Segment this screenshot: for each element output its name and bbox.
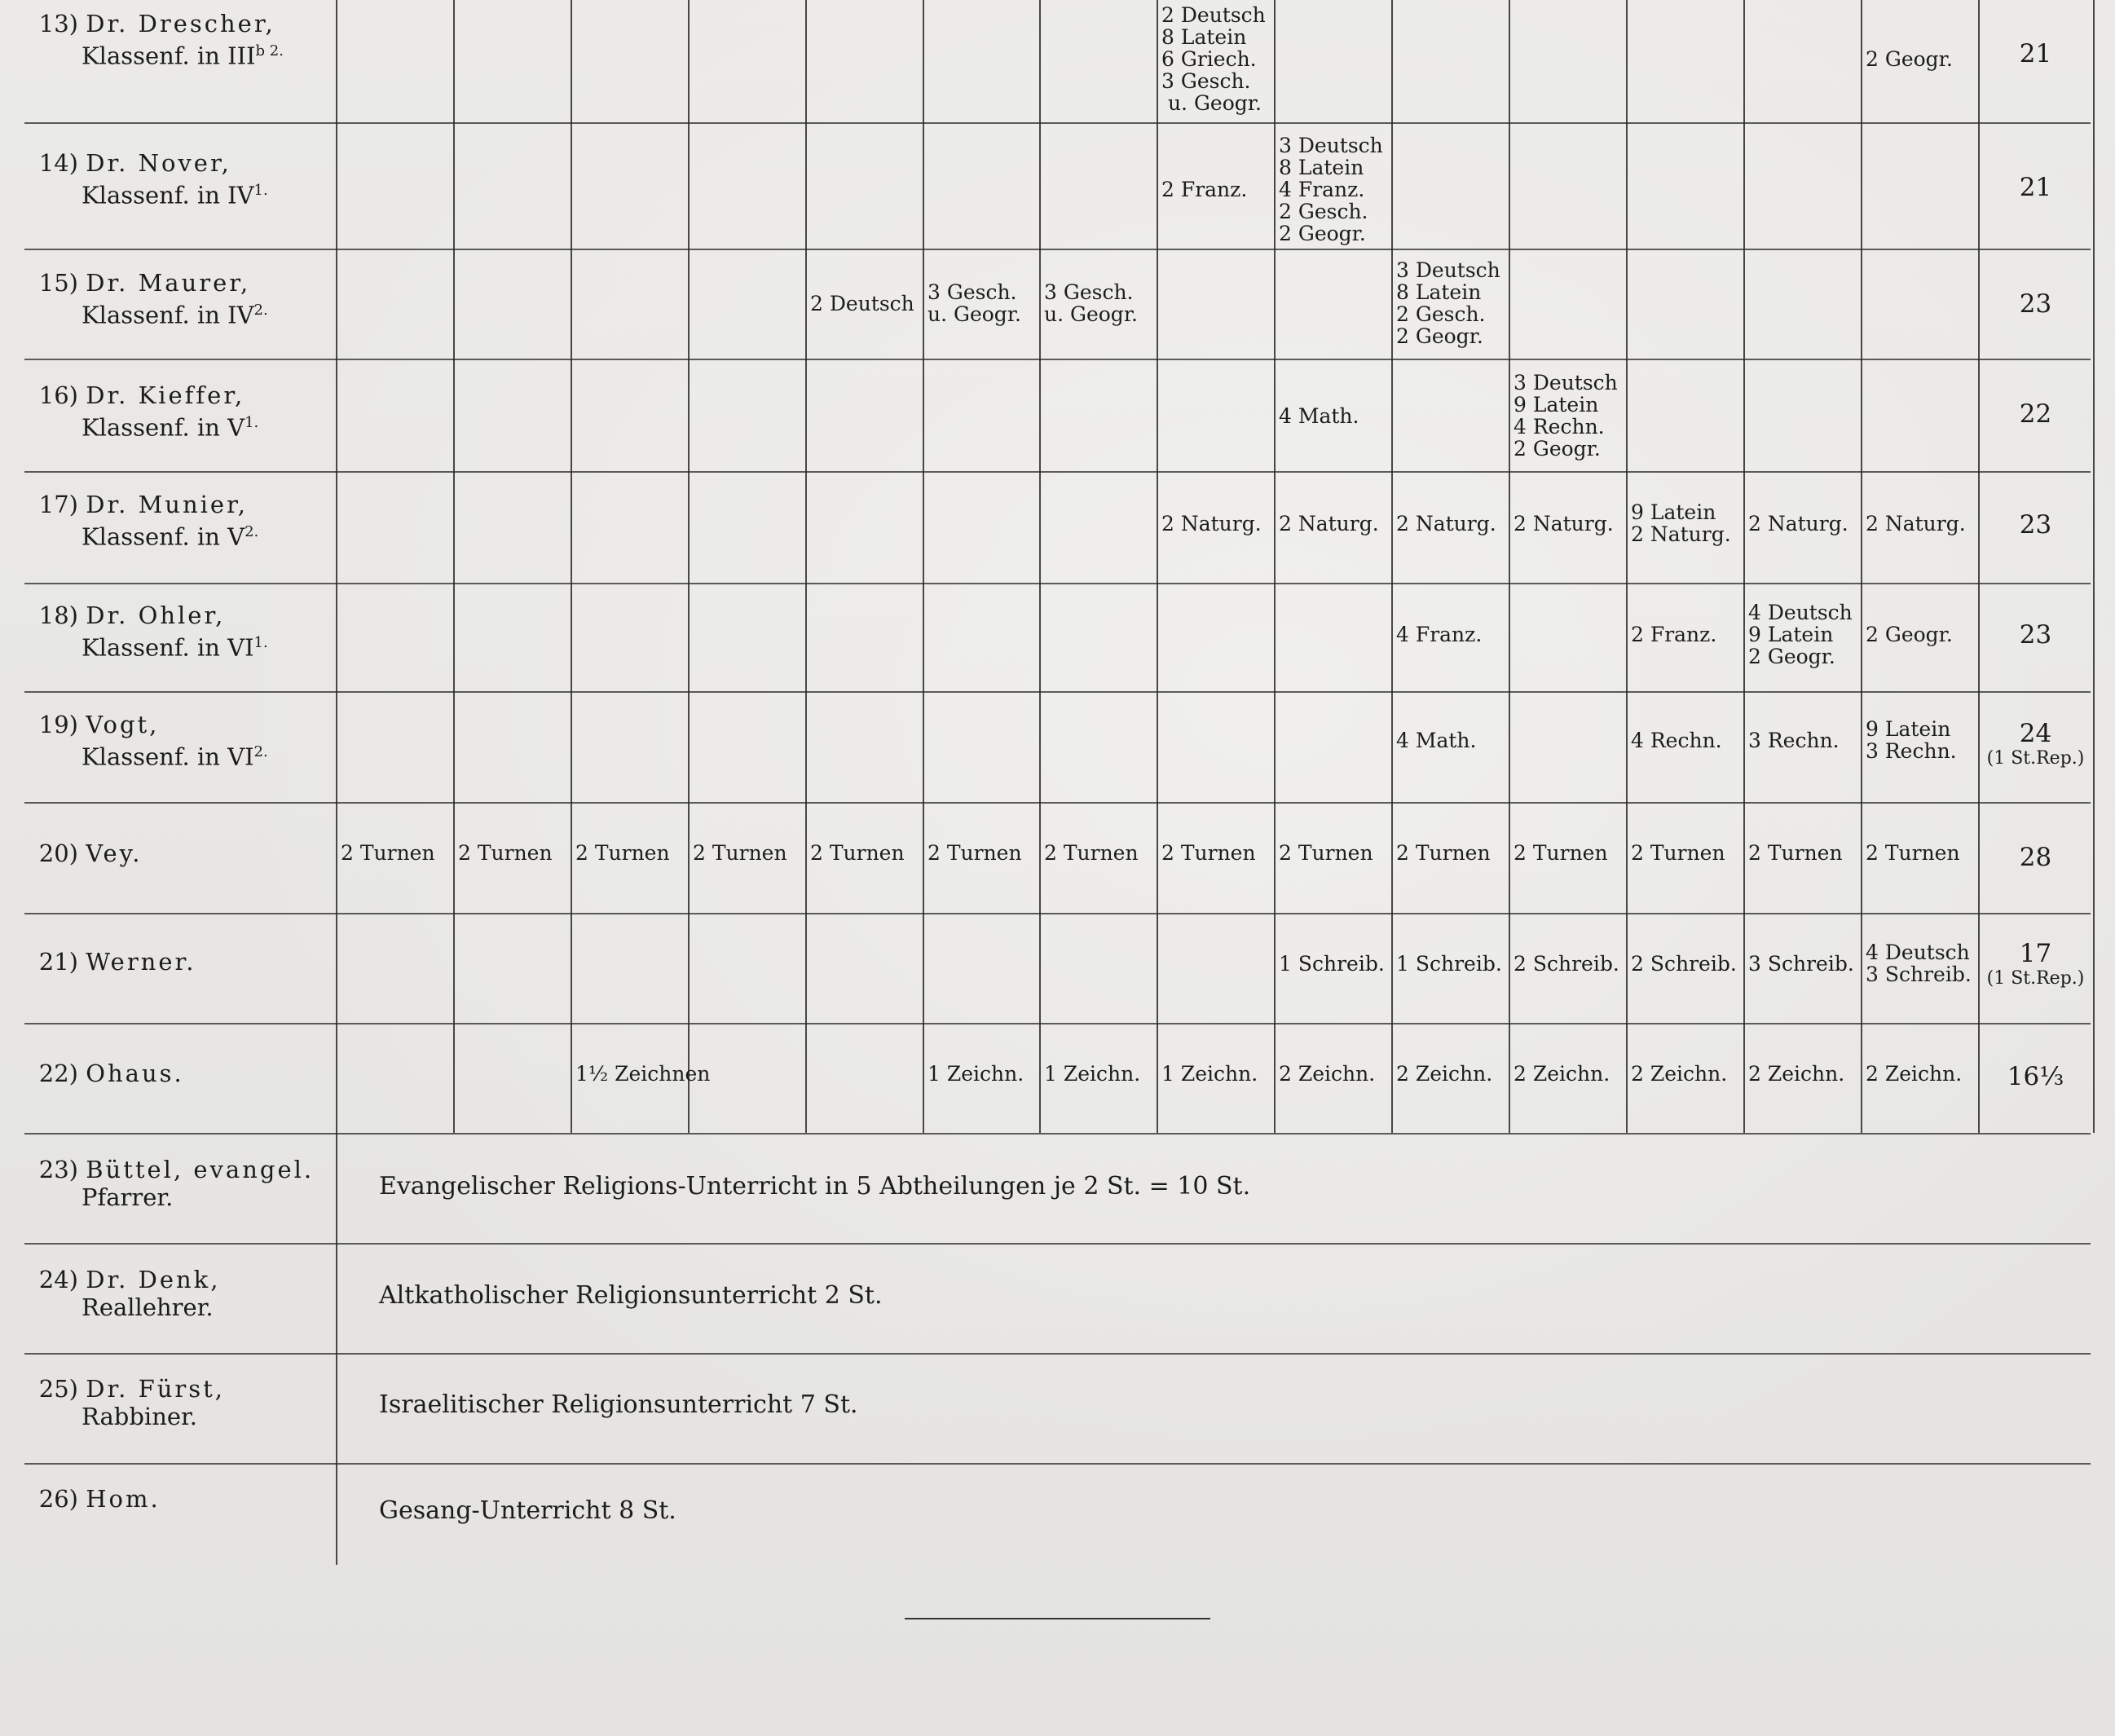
- row-number: 23): [38, 1156, 78, 1183]
- role-text: Klassenf. in V: [82, 413, 245, 442]
- teacher-label: [24, 601, 334, 662]
- row-rule: [24, 802, 2091, 804]
- instruction-note: Israelitischer Religionsunterricht 7 St.: [379, 1390, 858, 1419]
- hours-total: [1981, 39, 2091, 68]
- hours-total-value: 24: [2019, 719, 2052, 748]
- row-rule: [24, 1353, 2091, 1355]
- role-class-suffix: 1.: [245, 414, 259, 431]
- lesson-cell: 2 Turnen: [1514, 840, 1608, 865]
- lesson-cell: 2 Turnen: [1044, 840, 1139, 865]
- role-text: Klassenf. in VI: [82, 742, 254, 771]
- lesson-cell: 2 Naturg.: [1748, 511, 1848, 535]
- lesson-cell: 3 Rechn.: [1748, 728, 1840, 752]
- hours-total: [1981, 173, 2091, 202]
- teacher-role: [24, 177, 334, 209]
- row-number: 25): [38, 1375, 78, 1403]
- row-number: 19): [38, 711, 78, 738]
- hours-total: [1981, 939, 2091, 989]
- teacher-label: [24, 1060, 334, 1087]
- teacher-name: Dr. Denk,: [86, 1266, 221, 1293]
- instruction-note: Evangelischer Religions-Unterricht in 5 Abtheilungen je 2 St. = 10 St.: [379, 1172, 1251, 1201]
- role-text: Klassenf. in IV: [82, 301, 254, 329]
- teacher-label: [24, 711, 334, 771]
- hours-total: [1981, 620, 2091, 650]
- teacher-name: Büttel, evangel.: [86, 1156, 315, 1183]
- teacher-role: [24, 297, 334, 329]
- role-class-suffix: b 2.: [255, 42, 284, 59]
- lesson-cell: 2 Naturg.: [1161, 511, 1262, 535]
- hours-total: [1981, 399, 2091, 429]
- hours-total-value: 16⅓: [2007, 1062, 2064, 1091]
- teacher-name: Dr. Maurer,: [86, 269, 251, 297]
- row-number: 22): [38, 1060, 78, 1087]
- row-rule: [24, 691, 2091, 693]
- teacher-role: Pfarrer.: [82, 1183, 174, 1211]
- lesson-cell: 4 Deutsch 9 Latein 2 Geogr.: [1748, 600, 1853, 668]
- lesson-cell: 3 Schreib.: [1748, 951, 1854, 976]
- hours-total: [1981, 510, 2091, 540]
- teacher-name: Hom.: [86, 1485, 161, 1513]
- lesson-cell: 1 Zeichn.: [1044, 1061, 1141, 1086]
- row-number: 16): [38, 381, 78, 409]
- row-number: 21): [38, 948, 78, 976]
- role-text: Klassenf. in IV: [82, 181, 254, 209]
- column-rule: [571, 0, 572, 1133]
- lesson-cell: 2 Turnen: [1396, 840, 1491, 865]
- teacher-role: Rabbiner.: [82, 1403, 197, 1430]
- column-rule: [1039, 0, 1041, 1133]
- hours-total-value: 21: [2019, 39, 2052, 68]
- lesson-cell: 2 Turnen: [810, 840, 905, 865]
- lesson-cell: 1 Zeichn.: [1161, 1061, 1258, 1086]
- lesson-cell: 2 Franz.: [1631, 622, 1717, 646]
- teacher-label: [24, 1156, 334, 1211]
- lesson-cell: 2 Turnen: [341, 840, 435, 865]
- lesson-cell: 4 Math.: [1279, 403, 1359, 428]
- lesson-cell: 2 Naturg.: [1396, 511, 1496, 535]
- row-number: 24): [38, 1266, 78, 1293]
- lesson-cell: 2 Turnen: [575, 840, 670, 865]
- substitute-hours-note: (1 St.Rep.): [1986, 748, 2085, 769]
- hours-total: [1981, 719, 2091, 769]
- lesson-cell: 2 Naturg.: [1866, 511, 1966, 535]
- teacher-name: Dr. Drescher,: [86, 10, 275, 37]
- role-text: Klassenf. in III: [82, 42, 256, 70]
- column-rule: [923, 0, 924, 1133]
- lesson-cell: 4 Franz.: [1396, 622, 1483, 646]
- row-number: 20): [38, 839, 78, 867]
- row-rule: [24, 1243, 2091, 1245]
- teacher-name: Dr. Munier,: [86, 491, 248, 518]
- row-rule: [24, 359, 2091, 360]
- teacher-name: Ohaus.: [86, 1060, 184, 1087]
- lesson-cell: 2 Geogr.: [1866, 46, 1953, 71]
- lesson-cell: 2 Zeichn.: [1396, 1061, 1493, 1086]
- teacher-label: [24, 269, 334, 329]
- lesson-cell: 2 Zeichn.: [1866, 1061, 1963, 1086]
- role-class-suffix: 1.: [253, 634, 268, 651]
- lesson-cell: 2 Turnen: [928, 840, 1022, 865]
- lesson-cell: 2 Zeichn.: [1514, 1061, 1610, 1086]
- lesson-cell: 2 Naturg.: [1514, 511, 1614, 535]
- hours-total-value: 23: [2019, 289, 2052, 319]
- row-number: 18): [38, 601, 78, 629]
- teacher-label: [24, 491, 334, 551]
- teacher-label: [24, 839, 334, 867]
- teacher-role: Reallehrer.: [82, 1293, 214, 1321]
- lesson-cell: 2 Turnen: [693, 840, 787, 865]
- lesson-cell: 3 Gesch. u. Geogr.: [928, 280, 1021, 326]
- lesson-cell: 2 Zeichn.: [1748, 1061, 1845, 1086]
- role-text: Klassenf. in V: [82, 522, 245, 551]
- hours-total-value: 28: [2019, 843, 2052, 872]
- lesson-cell: 2 Turnen: [1161, 840, 1256, 865]
- lesson-cell: 3 Deutsch 8 Latein 4 Franz. 2 Gesch. 2 Geogr.: [1279, 133, 1383, 245]
- row-number: 14): [38, 149, 78, 177]
- teacher-name: Dr. Fürst,: [86, 1375, 225, 1403]
- teacher-name: Vogt,: [86, 711, 160, 738]
- row-rule: [24, 1023, 2091, 1024]
- lesson-cell: 4 Rechn.: [1631, 728, 1722, 752]
- lesson-cell: 2 Deutsch: [810, 291, 914, 315]
- teacher-label: [24, 381, 334, 442]
- row-rule: [24, 249, 2091, 250]
- teacher-role: [24, 37, 334, 70]
- hours-total-value: 23: [2019, 620, 2052, 650]
- teacher-name: Dr. Ohler,: [86, 601, 226, 629]
- row-number: 13): [38, 10, 78, 37]
- hours-total: [1981, 1062, 2091, 1091]
- hours-total: [1981, 843, 2091, 872]
- instruction-note: Gesang-Unterricht 8 St.: [379, 1496, 676, 1525]
- teacher-role: [24, 738, 334, 771]
- row-rule: [24, 471, 2091, 473]
- footer-rule: [905, 1618, 1210, 1619]
- teacher-label: [24, 948, 334, 976]
- lesson-cell: 2 Turnen: [1631, 840, 1725, 865]
- lesson-cell: 2 Turnen: [1748, 840, 1843, 865]
- hours-total: [1981, 289, 2091, 319]
- row-rule: [24, 1133, 2091, 1135]
- lesson-cell: 2 Geogr.: [1866, 622, 1953, 646]
- column-rule: [2093, 0, 2095, 1133]
- row-rule: [24, 583, 2091, 584]
- teacher-role: [24, 629, 334, 662]
- column-rule: [805, 0, 807, 1133]
- lesson-cell: 9 Latein 2 Naturg.: [1631, 500, 1731, 546]
- row-rule: [24, 1463, 2091, 1465]
- row-number: 17): [38, 491, 78, 518]
- teacher-name: Dr. Nover,: [86, 149, 231, 177]
- column-rule: [1978, 0, 1980, 1133]
- teacher-role: [24, 518, 334, 551]
- lesson-cell: 2 Turnen: [458, 840, 553, 865]
- hours-total-value: 17: [2019, 939, 2052, 968]
- teacher-label: [24, 149, 334, 209]
- lesson-cell: 4 Math.: [1396, 728, 1477, 752]
- lesson-cell: 2 Franz.: [1161, 177, 1248, 201]
- teacher-name: Dr. Kieffer,: [86, 381, 245, 409]
- column-rule: [453, 0, 455, 1133]
- teacher-name: Vey.: [86, 839, 143, 867]
- hours-total-value: 23: [2019, 510, 2052, 540]
- role-text: Klassenf. in VI: [82, 633, 254, 662]
- lesson-cell: 1 Schreib.: [1279, 951, 1385, 976]
- teacher-name: Werner.: [86, 948, 196, 976]
- lesson-cell: 1½ Zeichnen: [575, 1061, 711, 1086]
- column-rule: [1157, 0, 1158, 1133]
- instruction-note: Altkatholischer Religionsunterricht 2 St.: [379, 1281, 883, 1310]
- lesson-cell: 2 Zeichn.: [1279, 1061, 1376, 1086]
- lesson-cell: 4 Deutsch 3 Schreib.: [1866, 941, 1972, 986]
- lesson-cell: 9 Latein 3 Rechn.: [1866, 717, 1957, 763]
- teacher-label: [24, 1485, 334, 1513]
- lesson-cell: 2 Deutsch 8 Latein 6 Griech. 3 Gesch. u. Geogr.: [1161, 2, 1266, 115]
- teacher-label: [24, 1266, 334, 1321]
- lesson-cell: 2 Naturg.: [1279, 511, 1379, 535]
- row-number: 26): [38, 1485, 78, 1513]
- role-class-suffix: 2.: [253, 743, 268, 760]
- lesson-cell: 2 Schreib.: [1514, 951, 1619, 976]
- row-rule: [24, 913, 2091, 914]
- column-rule: [688, 0, 690, 1133]
- substitute-hours-note: (1 St.Rep.): [1986, 968, 2085, 989]
- role-class-suffix: 2.: [245, 523, 259, 540]
- role-class-suffix: 2.: [253, 302, 268, 319]
- lesson-cell: 1 Zeichn.: [928, 1061, 1024, 1086]
- lesson-cell: 3 Deutsch 8 Latein 2 Gesch. 2 Geogr.: [1396, 258, 1500, 348]
- teacher-label: [24, 1375, 334, 1430]
- lesson-cell: 3 Deutsch 9 Latein 4 Rechn. 2 Geogr.: [1514, 371, 1618, 460]
- lesson-cell: 2 Zeichn.: [1631, 1061, 1728, 1086]
- teacher-role: [24, 409, 334, 442]
- row-rule: [24, 122, 2091, 124]
- role-class-suffix: 1.: [253, 182, 268, 199]
- hours-total-value: 22: [2019, 399, 2052, 429]
- lesson-cell: 1 Schreib.: [1396, 951, 1502, 976]
- lesson-cell: 3 Gesch. u. Geogr.: [1044, 280, 1138, 326]
- row-number: 15): [38, 269, 78, 297]
- teacher-label: [24, 10, 334, 70]
- column-rule: [336, 0, 337, 1565]
- hours-total-value: 21: [2019, 173, 2052, 202]
- lesson-cell: 2 Turnen: [1866, 840, 1960, 865]
- lesson-cell: 2 Schreib.: [1631, 951, 1737, 976]
- lesson-cell: 2 Turnen: [1279, 840, 1373, 865]
